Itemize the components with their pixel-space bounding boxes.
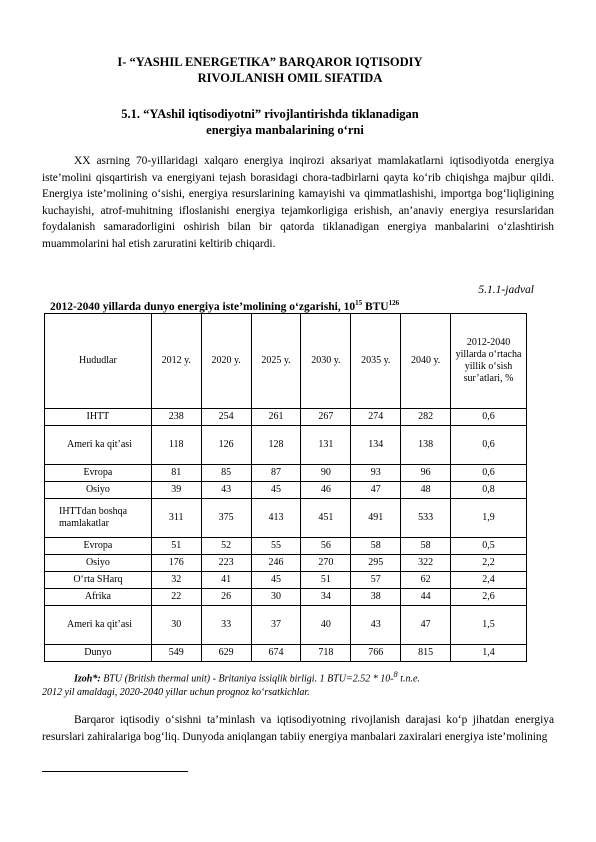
note-line2: 2012 yil amaldagi, 2020-2040 yillar uchun prognoz ko‘rsatkichlar. bbox=[42, 687, 310, 699]
value-cell: 549 bbox=[151, 645, 201, 662]
value-cell: 246 bbox=[251, 555, 301, 572]
note-label: Izoh*: bbox=[74, 673, 101, 685]
table-caption bbox=[50, 299, 490, 313]
header-2040: 2040 y. bbox=[401, 314, 451, 409]
header-2030: 2030 y. bbox=[301, 314, 351, 409]
value-cell: 48 bbox=[401, 482, 451, 499]
value-cell: 274 bbox=[351, 409, 401, 426]
value-cell: 52 bbox=[201, 538, 251, 555]
value-cell: 2,6 bbox=[451, 589, 527, 606]
value-cell: 2,2 bbox=[451, 555, 527, 572]
value-cell: 131 bbox=[301, 426, 351, 465]
value-cell: 81 bbox=[151, 465, 201, 482]
table-caption-exponent: 15 bbox=[355, 299, 363, 307]
value-cell: 39 bbox=[151, 482, 201, 499]
value-cell: 43 bbox=[201, 482, 251, 499]
header-2020: 2020 y. bbox=[201, 314, 251, 409]
value-cell: 55 bbox=[251, 538, 301, 555]
table-header-row bbox=[45, 314, 527, 409]
value-cell: 0,6 bbox=[451, 465, 527, 482]
value-cell: 254 bbox=[201, 409, 251, 426]
value-cell: 57 bbox=[351, 572, 401, 589]
table-row bbox=[45, 555, 527, 572]
paragraph-2-text: Barqaror iqtisodiy o‘sishni ta’minlash va iqtisodiyotning rivojlanish darajasi ko‘p jihatdan energiya resurslari zahiralariga bog‘liq. Dunyoda aniqlangan tabiiy energiya manbalari zaxiralari energiya iste’molining bbox=[42, 714, 554, 743]
table-row bbox=[45, 465, 527, 482]
table-caption-text: 2012-2040 yillarda dunyo energiya iste’molining o‘zgarishi, 10 bbox=[50, 301, 356, 313]
region-cell: Ameri ka qit’asi bbox=[45, 426, 152, 465]
chapter-title-line1: I- “YASHIL ENERGETIKA” BARQAROR IQTISODIY bbox=[117, 55, 423, 69]
table-row bbox=[45, 499, 527, 538]
region-cell: IHTTdan boshqa mamlakatlar bbox=[45, 499, 152, 538]
value-cell: 138 bbox=[401, 426, 451, 465]
value-cell: 0,6 bbox=[451, 409, 527, 426]
value-cell: 2,4 bbox=[451, 572, 527, 589]
header-region: Hududlar bbox=[45, 314, 152, 409]
paragraph-1 bbox=[42, 153, 554, 253]
value-cell: 126 bbox=[201, 426, 251, 465]
table-note bbox=[42, 668, 554, 700]
value-cell: 45 bbox=[251, 482, 301, 499]
value-cell: 322 bbox=[401, 555, 451, 572]
paragraph-1-text: XX asrning 70-yillaridagi xalqaro energiya inqirozi aksariyat mamlakatlarni iqtisodiyotda energiya iste’molini qisqartirish va energiyani tejash borasidagi chora-tadbirlarni qayta ko‘rib chiqishga majbur qildi. Energiya iste’molining o‘sishi, energiya resurslarining kamayishi va qimmatlashishi, importga bog‘liqligining kuchayishi, atrof-muhitning ifloslanishi energiya tejamkorligiga erishish, an’anaviy energiya resurslaridan foydalanish samaradorligini oshirish bilan bir qatorda tiklanadigan energiya manbalarini o‘zlashtirish muammolarini hal etish zaruratini keltirib chiqardi. bbox=[42, 155, 554, 250]
value-cell: 270 bbox=[301, 555, 351, 572]
region-cell: O‘rta SHarq bbox=[45, 572, 152, 589]
region-cell: Ameri ka qit’asi bbox=[45, 606, 152, 645]
value-cell: 90 bbox=[301, 465, 351, 482]
value-cell: 33 bbox=[201, 606, 251, 645]
energy-consumption-table bbox=[44, 313, 527, 662]
section-title-line1: 5.1. “YAshil iqtisodiyotni” rivojlantirishda tiklanadigan bbox=[121, 107, 419, 121]
chapter-title-line2: RIVOJLANISH OMIL SIFATIDA bbox=[197, 71, 383, 85]
value-cell: 1,9 bbox=[451, 499, 527, 538]
value-cell: 32 bbox=[151, 572, 201, 589]
region-cell: Osiyo bbox=[45, 482, 152, 499]
value-cell: 267 bbox=[301, 409, 351, 426]
header-2025: 2025 y. bbox=[251, 314, 301, 409]
value-cell: 176 bbox=[151, 555, 201, 572]
section-title-line2: energiya manbalarining o‘rni bbox=[206, 123, 364, 137]
table-row bbox=[45, 645, 527, 662]
paragraph-2 bbox=[42, 712, 554, 745]
table-caption-unit: BTU bbox=[362, 301, 389, 313]
value-cell: 46 bbox=[301, 482, 351, 499]
table-row bbox=[45, 589, 527, 606]
value-cell: 0,5 bbox=[451, 538, 527, 555]
table-row bbox=[45, 606, 527, 645]
value-cell: 629 bbox=[201, 645, 251, 662]
header-2012: 2012 y. bbox=[151, 314, 201, 409]
header-growth-rate: 2012-2040 yillarda o‘rtacha yillik o‘sish sur’atlari, % bbox=[451, 314, 527, 409]
value-cell: 766 bbox=[351, 645, 401, 662]
value-cell: 0,8 bbox=[451, 482, 527, 499]
value-cell: 238 bbox=[151, 409, 201, 426]
value-cell: 375 bbox=[201, 499, 251, 538]
value-cell: 62 bbox=[401, 572, 451, 589]
value-cell: 44 bbox=[401, 589, 451, 606]
value-cell: 58 bbox=[401, 538, 451, 555]
value-cell: 40 bbox=[301, 606, 351, 645]
value-cell: 491 bbox=[351, 499, 401, 538]
value-cell: 0,6 bbox=[451, 426, 527, 465]
value-cell: 295 bbox=[351, 555, 401, 572]
value-cell: 413 bbox=[251, 499, 301, 538]
value-cell: 223 bbox=[201, 555, 251, 572]
table-row bbox=[45, 572, 527, 589]
region-cell: IHTT bbox=[45, 409, 152, 426]
value-cell: 282 bbox=[401, 409, 451, 426]
value-cell: 51 bbox=[151, 538, 201, 555]
table-label: 5.1.1-jadval bbox=[478, 284, 534, 296]
value-cell: 56 bbox=[301, 538, 351, 555]
value-cell: 58 bbox=[351, 538, 401, 555]
table-row bbox=[45, 426, 527, 465]
note-text2: t.n.e. bbox=[397, 673, 420, 685]
value-cell: 43 bbox=[351, 606, 401, 645]
note-line1 bbox=[42, 668, 554, 686]
value-cell: 22 bbox=[151, 589, 201, 606]
region-cell: Evropa bbox=[45, 465, 152, 482]
value-cell: 93 bbox=[351, 465, 401, 482]
value-cell: 128 bbox=[251, 426, 301, 465]
header-2035: 2035 y. bbox=[351, 314, 401, 409]
value-cell: 47 bbox=[401, 606, 451, 645]
value-cell: 51 bbox=[301, 572, 351, 589]
value-cell: 34 bbox=[301, 589, 351, 606]
chapter-title bbox=[60, 54, 480, 86]
value-cell: 30 bbox=[251, 589, 301, 606]
table-row bbox=[45, 538, 527, 555]
note-text: BTU (British thermal unit) - Britaniya issiqlik birligi. 1 BTU=2.52 * 10- bbox=[100, 673, 394, 685]
value-cell: 38 bbox=[351, 589, 401, 606]
region-cell: Evropa bbox=[45, 538, 152, 555]
value-cell: 451 bbox=[301, 499, 351, 538]
region-cell: Afrika bbox=[45, 589, 152, 606]
value-cell: 87 bbox=[251, 465, 301, 482]
value-cell: 118 bbox=[151, 426, 201, 465]
value-cell: 37 bbox=[251, 606, 301, 645]
region-cell: Dunyo bbox=[45, 645, 152, 662]
value-cell: 134 bbox=[351, 426, 401, 465]
note-exponent: 8 bbox=[393, 670, 398, 679]
value-cell: 1,4 bbox=[451, 645, 527, 662]
table-caption-footnote-ref: 126 bbox=[388, 299, 400, 307]
value-cell: 1,5 bbox=[451, 606, 527, 645]
value-cell: 674 bbox=[251, 645, 301, 662]
value-cell: 96 bbox=[401, 465, 451, 482]
value-cell: 261 bbox=[251, 409, 301, 426]
table-row bbox=[45, 409, 527, 426]
value-cell: 85 bbox=[201, 465, 251, 482]
section-title bbox=[60, 106, 480, 138]
value-cell: 311 bbox=[151, 499, 201, 538]
footnote-separator bbox=[42, 771, 188, 772]
value-cell: 26 bbox=[201, 589, 251, 606]
value-cell: 47 bbox=[351, 482, 401, 499]
value-cell: 45 bbox=[251, 572, 301, 589]
value-cell: 718 bbox=[301, 645, 351, 662]
region-cell: Osiyo bbox=[45, 555, 152, 572]
value-cell: 533 bbox=[401, 499, 451, 538]
table-row bbox=[45, 482, 527, 499]
value-cell: 30 bbox=[151, 606, 201, 645]
value-cell: 41 bbox=[201, 572, 251, 589]
value-cell: 815 bbox=[401, 645, 451, 662]
